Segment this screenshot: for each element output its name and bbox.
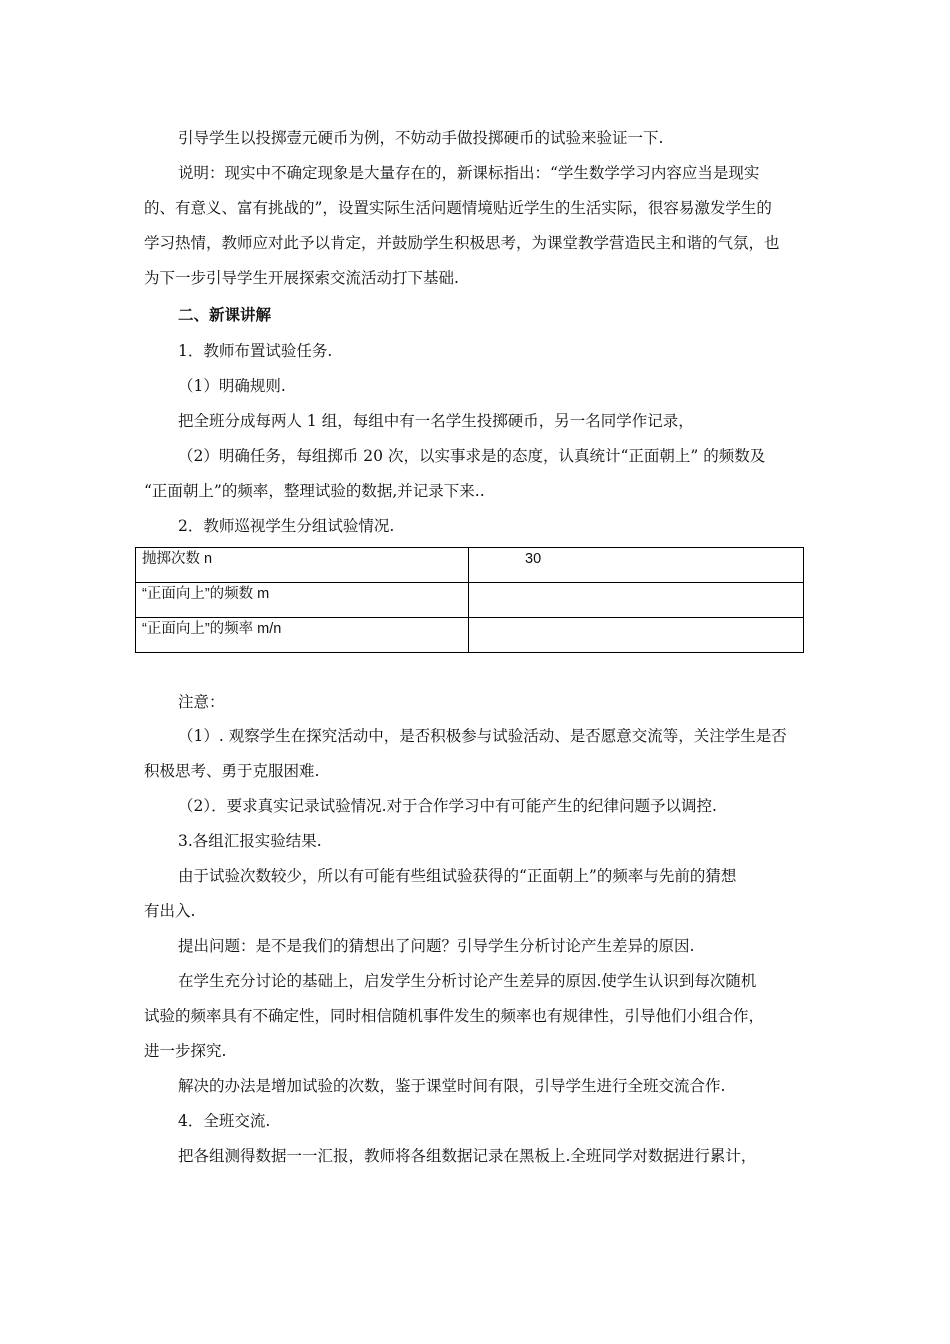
- paragraph-intro: 引导学生以投掷壹元硬币为例，不妨动手做投掷硬币的试验来验证一下.: [178, 129, 664, 147]
- paragraph-line: 由于试验次数较少，所以有可能有些组试验获得的“正面朝上”的频率与先前的猜想: [178, 867, 737, 885]
- paragraph-line: 试验的频率具有不确定性，同时相信随机事件发生的频率也有规律性，引导他们小组合作，: [144, 1007, 765, 1025]
- question-line: 提出问题：是不是我们的猜想出了问题？引导学生分析讨论产生差异的原因.: [178, 937, 695, 955]
- paragraph-line: 把各组测得数据一一汇报，教师将各组数据记录在黑板上.全班同学对数据进行累计，: [178, 1147, 757, 1165]
- table-cell-value: 30: [469, 548, 804, 583]
- note-line: 的、有意义、富有挑战的”，设置实际生活问题情境贴近学生的生活实际，很容易激发学生的: [144, 199, 772, 217]
- step-heading: 3.各组汇报实验结果.: [178, 832, 322, 850]
- step-heading: 2．教师巡视学生分组试验情况.: [178, 517, 395, 535]
- note-item: （1）. 观察学生在探究活动中，是否积极参与试验活动、是否愿意交流等，关注学生是否: [178, 727, 787, 745]
- table-cell-label: “正面向上”的频率 m/n: [136, 618, 469, 653]
- note-label: 注意：: [178, 693, 225, 711]
- sub-step: （2）明确任务，每组掷币 20 次，以实事求是的态度，认真统计“正面朝上” 的频数及: [178, 447, 766, 465]
- paragraph-line: 解决的办法是增加试验的次数，鉴于课堂时间有限，引导学生进行全班交流合作.: [178, 1077, 726, 1095]
- sub-step: （1）明确规则.: [178, 377, 286, 395]
- table-row: [136, 583, 804, 618]
- table-row: [136, 618, 804, 653]
- step-heading: 1．教师布置试验任务.: [178, 342, 333, 360]
- note-line: 为下一步引导学生开展探索交流活动打下基础.: [144, 269, 459, 287]
- paragraph-line: 在学生充分讨论的基础上，启发学生分析讨论产生差异的原因.使学生认识到每次随机: [178, 972, 757, 990]
- paragraph-line: 进一步探究.: [144, 1042, 227, 1060]
- paragraph-line: 有出入.: [144, 902, 196, 920]
- table-row: [136, 548, 804, 583]
- section-heading: 二、新课讲解: [178, 305, 272, 324]
- sub-step-text: “正面朝上”的频率，整理试验的数据,并记录下来..: [144, 482, 485, 500]
- note-line: 说明：现实中不确定现象是大量存在的，新课标指出：“学生数学学习内容应当是现实: [178, 164, 760, 182]
- note-line: 学习热情，教师应对此予以肯定，并鼓励学生积极思考，为课堂教学营造民主和谐的气氛，也: [144, 234, 780, 252]
- table-cell-label: “正面向上”的频数 m: [136, 583, 469, 618]
- sub-step-text: 把全班分成每两人 1 组，每组中有一名学生投掷硬币，另一名同学作记录，: [178, 412, 694, 430]
- trial-table: [135, 547, 804, 653]
- note-item: （2）．要求真实记录试验情况.对于合作学习中有可能产生的纪律问题予以调控.: [178, 797, 717, 815]
- table-cell-value: [469, 618, 804, 653]
- step-heading: 4．全班交流.: [178, 1112, 271, 1130]
- table-cell-label: 抛掷次数 n: [136, 548, 469, 583]
- note-item: 积极思考、勇于克服困难.: [144, 762, 320, 780]
- table-cell-value: [469, 583, 804, 618]
